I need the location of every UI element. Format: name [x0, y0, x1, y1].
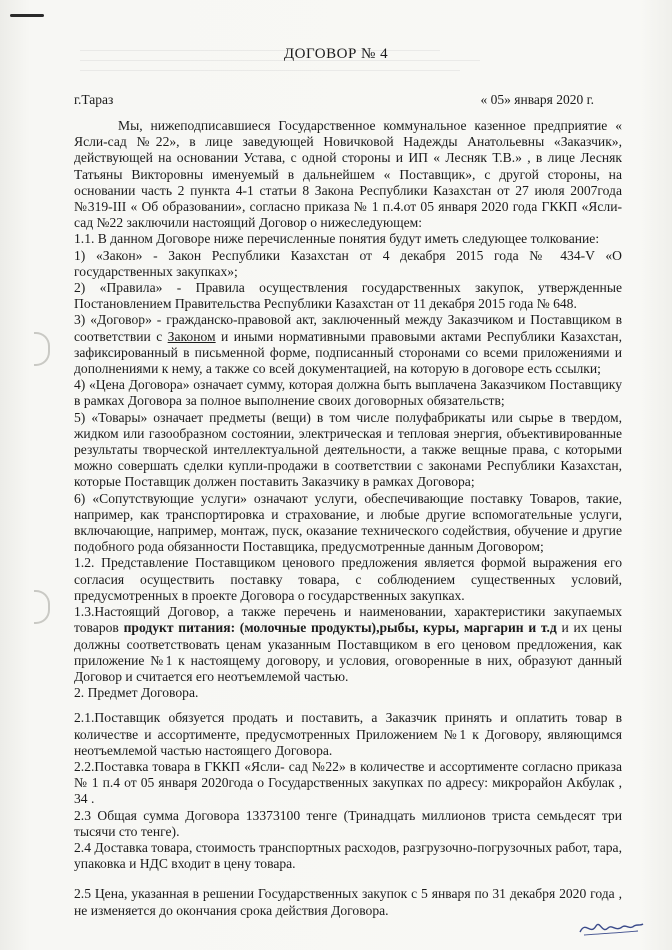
- clause-1-3: [74, 604, 622, 685]
- clause-2-1: 2.1.Поставщик обязуется продать и поставить, а Заказчик принять и оплатить товар в количестве и ассортименте, предусмотренных Приложением №1 к Договору, являющимся неотъемлемой частью настоящего Договора.: [74, 710, 622, 758]
- clause-1-3-end: и их цены должны соответствовать ценам указанным Поставщиком в его ценовом предложения, как приложение №1 к настоящему договору, и условия, оговоренные в них, образуют данный Договор и считается его неотъемлемой частью.: [74, 620, 622, 684]
- document-body: [74, 118, 622, 919]
- definition-rules: 2) «Правила» - Правила осуществления государственных закупок, утвержденные Постановлением Правительства Республики Казахстан от 11 декабря 2015 года № 648.: [74, 280, 622, 312]
- clause-2-4: 2.4 Доставка товара, стоимость транспортных расходов, разгрузочно-погрузочных работ, тара, упаковка и НДС входит в цену товара.: [74, 839, 622, 872]
- document-title: ДОГОВОР № 4: [283, 46, 389, 62]
- definition-law: 1) «Закон» - Закон Республики Казахстан от 4 декабря 2015 года № 434-V «О государственных закупках»;: [74, 247, 622, 279]
- clause-1-3-start: 1.3.Настоящий Договор, а также перечень и наименовании, характеристики закупаемых товаров: [74, 604, 622, 636]
- scan-mark: [10, 14, 44, 17]
- clause-1-1: 1.1. В данном Договоре ниже перечисленные понятия будут иметь следующее толкование:: [74, 231, 600, 247]
- clause-1-2: 1.2. Представление Поставщиком ценового предложения является формой выражения его согласия осуществить поставку товара, с соблюдением существенных условий, предусмотренных в проекте Договора о государственных закупках.: [74, 555, 622, 603]
- punch-hole-mark: [34, 590, 50, 624]
- food-products-text: продукт питания: (молочные продукты),рыбы, куры, маргарин и т.д: [123, 620, 557, 636]
- document-date: « 05» января 2020 г.: [480, 92, 594, 107]
- law-link-text: Законом: [167, 328, 216, 344]
- clause-2-5: 2.5 Цена, указанная в решении Государственных закупок с 5 января по 31 декабря 2020 года , не изменяется до окончания срока действия Договора.: [74, 886, 622, 918]
- definition-services: 6) «Сопутствующие услуги» означают услуги, обеспечивающие поставку Товаров, такие, например, как транспортировка и страхование, и любые другие вспомогательные услуги, включающие, например, монтаж, пуск, оказание технического содействия, обучение и другие подобного рода обязанности Поставщика, предусмотренные данным Договором;: [74, 490, 622, 555]
- definition-price: 4) «Цена Договора» означает сумму, которая должна быть выплачена Заказчиком Поставщику в рамках Договора за полное выполнение своих договорных обязательств;: [74, 377, 622, 409]
- preamble-paragraph: Мы, нижеподписавшиеся Государственное коммунальное казенное предприятие « Ясли-сад №22», в лице заведующей Новичковой Надежды Анатольевны «Заказчик», действующей на основании Устава, с одной стороны и ИП « Лесняк Т.В.» , в лице Лесняк Татьяны Викторовны именуемый в дальнейшем « Поставщик», с другой стороны, на основании часть 2 пункта 4-1 статьи 8 Закона Республики Казахстан от 27 июля 2007года №319-III « Об образовании», согласно приказа № 1 п.4.от 05 января 2020 года ГККП «Ясли- сад №22 заключили настоящий Договор о нижеследующем:: [74, 118, 622, 231]
- definition-contract-end: и иными нормативными правовыми актами Республики Казахстан, зафиксированный в письменной форме, подписанный сторонами со всеми приложениями и дополнениями к нему, а также со всей документацией, на которую в договоре есть ссылки;: [74, 328, 622, 377]
- definition-contract: [74, 312, 622, 377]
- document-city: г.Тараз: [74, 92, 114, 107]
- punch-hole-mark: [34, 332, 50, 366]
- clause-2-2: 2.2.Поставка товара в ГККП «Ясли- сад №22» в количестве и ассортименте согласно приказа № 1 п.4 от 05 января 2020года о Государственных закупках по адресу: микрорайон Акбулак , 34 .: [74, 758, 622, 807]
- clause-2-3: 2.3 Общая сумма Договора 13373100 тенге (Тринадцать миллионов триста семьдесят три тысячи сто тенге).: [74, 807, 622, 839]
- definition-contract-start: 3) «Договор» - гражданско-правовой акт, заключенный между Заказчиком и Поставщиком в соответствии с: [74, 312, 622, 344]
- definition-goods: 5) «Товары» означает предметы (вещи) в том числе полуфабрикаты или сырье в твердом, жидком или газообразном состоянии, электрическая и тепловая энергия, объективированные результаты творческой интеллектуальной деятельности, а также вещные права, с которыми можно совершать сделки купли-продажи в соответствии с законами Республики Казахстан, которые Поставщик должен поставить Заказчику в рамках Договора;: [74, 409, 622, 490]
- section-2-heading: 2. Предмет Договора.: [74, 685, 199, 701]
- signature-mark: [576, 914, 646, 940]
